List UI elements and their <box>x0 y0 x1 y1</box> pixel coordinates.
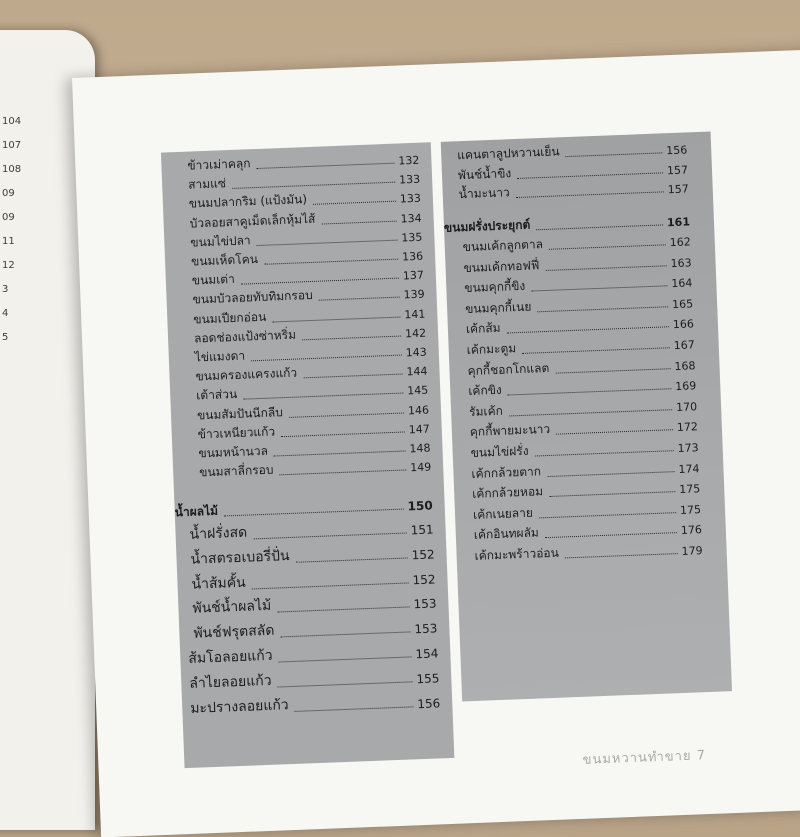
toc-entry-page-number: 153 <box>414 621 438 637</box>
toc-section-heading-page-number: 161 <box>666 215 691 230</box>
toc-entry-title: พันช์ฟรุตสลัด <box>193 622 275 642</box>
dot-leader <box>539 512 676 518</box>
dot-leader <box>280 470 407 476</box>
toc-column-left <box>161 142 454 768</box>
toc-entry-page-number: 155 <box>416 671 440 687</box>
toc-entry-title: มะปรางลอยแก้ว <box>189 696 289 717</box>
toc-column-right <box>441 132 732 702</box>
dot-leader <box>252 582 409 589</box>
toc-entry-page-number: 137 <box>402 268 425 283</box>
previous-page-number: 11 <box>2 236 15 247</box>
toc-entry-page-number: 135 <box>401 230 423 245</box>
toc-entry <box>192 591 437 620</box>
toc-entry-page-number: 146 <box>407 403 430 417</box>
toc-entry-title: ขนมคุกกี้ขิง <box>464 278 526 296</box>
toc-entry-page-number: 165 <box>671 297 694 311</box>
toc-entry-page-number: 147 <box>408 422 430 437</box>
toc-entry <box>190 690 441 720</box>
dot-leader <box>277 607 409 613</box>
toc-entry-page-number: 162 <box>669 235 691 250</box>
toc-entry-title: ขนมปลากริม (แป้งมัน) <box>188 192 308 211</box>
toc-entry-title: ส้มโอลอยแก้ว <box>188 647 273 667</box>
toc-entry-title: เค้กเนยลาย <box>472 505 534 522</box>
previous-page-number: 09 <box>2 188 15 199</box>
toc-entry-page-number: 157 <box>666 162 689 177</box>
toc-entry-title: เต้าส่วน <box>196 387 238 403</box>
toc-entry <box>189 665 440 695</box>
toc-entry-page-number: 169 <box>675 379 697 394</box>
dot-leader <box>295 706 414 712</box>
toc-entry-title: ขนมบัวลอยทับทิมกรอบ <box>192 288 313 307</box>
dot-leader <box>549 244 666 249</box>
dot-leader <box>281 632 411 638</box>
toc-entry-page-number: 172 <box>676 420 699 435</box>
toc-entry-title: ขนมเปียกอ่อน <box>193 309 267 327</box>
toc-entry-title: เค้กมะตูม <box>466 341 517 358</box>
toc-entry-title: ลำไยลอยแก้ว <box>189 672 272 692</box>
dot-leader <box>296 557 408 562</box>
toc-entry <box>191 566 436 595</box>
dot-leader <box>566 152 663 157</box>
toc-entry-title: ขนมเค้กทอฟฟี่ <box>463 257 540 275</box>
toc-entry-page-number: 156 <box>665 143 688 158</box>
dot-leader <box>565 553 678 558</box>
toc-entry-page-number: 152 <box>412 572 436 587</box>
toc-entry-page-number: 151 <box>410 522 434 538</box>
toc-entry-page-number: 175 <box>679 502 702 517</box>
dot-leader <box>278 681 413 687</box>
toc-entry-title: ไข่แมงดา <box>194 348 246 365</box>
toc-entry-page-number: 179 <box>681 544 703 558</box>
toc-entry-page-number: 152 <box>411 547 435 563</box>
toc-entry-title: ขนมเค้กลูกตาล <box>462 237 544 255</box>
toc-entry-page-number: 139 <box>403 288 425 302</box>
toc-entry-page-number: 175 <box>679 482 701 497</box>
toc-entry-title: พันช์น้ำขิง <box>457 165 512 182</box>
dot-leader <box>279 656 412 662</box>
previous-page-number: 5 <box>2 332 9 343</box>
toc-entry-title: แคนตาลูปหวานเย็น <box>456 144 560 163</box>
toc-entry-page-number: 133 <box>399 192 422 206</box>
toc-entry-title: น้ำสตรอเบอรี่ปั่น <box>190 547 290 568</box>
toc-entry-title: พันช์น้ำผลไม้ <box>192 598 272 618</box>
toc-entry-title: คุกกี้ชอกโกแลต <box>467 360 550 378</box>
toc-entry-page-number: 133 <box>398 172 421 187</box>
toc-entry-page-number: 163 <box>670 255 692 270</box>
dot-leader <box>549 491 675 497</box>
toc-entry-page-number: 167 <box>673 338 695 353</box>
dot-leader <box>224 509 404 517</box>
toc-entry-title: รัมเค้ก <box>468 403 504 419</box>
dot-leader <box>531 285 667 291</box>
dot-leader <box>313 201 396 205</box>
toc-section-heading-title: ขนมฝรั่งประยุกต์ <box>443 217 531 235</box>
toc-entry-page-number: 164 <box>671 276 693 291</box>
toc-entry-title: เค้กส้ม <box>465 321 501 337</box>
toc-entry-title: ข้าวเหนียวแก้ว <box>197 424 276 442</box>
previous-page-number: 107 <box>2 140 22 151</box>
previous-page-number: 4 <box>2 308 9 319</box>
previous-page-number: 09 <box>2 212 15 223</box>
toc-entry-page-number: 154 <box>415 646 439 662</box>
toc-entry-page-number: 142 <box>404 326 427 341</box>
dot-leader <box>538 306 669 312</box>
toc-entry-page-number: 134 <box>400 211 422 226</box>
toc-entry-page-number: 168 <box>674 358 696 373</box>
dot-leader <box>253 532 406 539</box>
toc-entry-title: ขนมไข่ปลา <box>190 233 251 250</box>
toc-entry-title: ขนมเห็ดโคน <box>190 252 259 269</box>
dot-leader <box>546 265 667 271</box>
toc-entry-page-number: 143 <box>405 345 428 360</box>
toc-entry-page-number: 174 <box>678 461 700 476</box>
dot-leader <box>556 430 673 435</box>
page-footer: ขนมหวานทำขาย 7 <box>582 748 707 768</box>
toc-entry-page-number: 132 <box>398 153 420 168</box>
toc-entry <box>190 541 435 570</box>
toc-entry-title: ลอดช่องแป้งซ่าหริ่ม <box>193 327 297 346</box>
toc-entry-title: เค้กกล้วยหอม <box>472 484 544 502</box>
toc-entry-page-number: 176 <box>680 523 703 538</box>
toc-entry-page-number: 173 <box>677 441 699 456</box>
toc-entry-title: ขนมครองแครงแก้ว <box>195 365 298 384</box>
dot-leader <box>545 533 677 539</box>
toc-entry-title: เค้กมะพร้าวอ่อน <box>474 545 560 563</box>
toc-entry <box>188 640 439 670</box>
toc-entry-title: น้ำฝรั่งสด <box>189 524 248 543</box>
toc-entry-title: เค้กขิง <box>468 382 503 399</box>
toc-entry-title: ขนมหน้านวล <box>198 443 269 461</box>
toc-entry-page-number: 170 <box>675 400 698 414</box>
toc-entry-title: เค้กอินทผลัม <box>473 525 540 543</box>
toc-entry-title: น้ำมะนาว <box>458 185 510 202</box>
toc-entry-title: ขนมสาลี่กรอบ <box>198 462 274 480</box>
toc-entry-page-number: 148 <box>409 441 431 456</box>
dot-leader <box>555 368 670 373</box>
previous-page-number: 104 <box>2 116 22 127</box>
toc-entry-title: บัวลอยสาคูเม็ดเล็กหุ้มไส้ <box>189 211 316 231</box>
dot-leader <box>516 191 664 198</box>
toc-entry-page-number: 141 <box>404 307 426 322</box>
toc-entry-title: เค้กกล้วยตาก <box>471 463 542 481</box>
dot-leader <box>319 297 400 301</box>
dot-leader <box>322 220 397 224</box>
previous-page-number: 108 <box>2 164 22 175</box>
toc-entry-page-number: 145 <box>407 383 429 398</box>
toc-entry-page-number: 153 <box>413 596 437 612</box>
toc-entry-title: ข้าวเม่าคลุก <box>187 156 251 173</box>
toc-entry-title: ขนมสัมปันนีกลีบ <box>196 404 284 423</box>
toc-entry-title: ขนมคุกกี้เนย <box>464 299 532 316</box>
toc-section-heading-page-number: 150 <box>407 498 433 514</box>
toc-entry-title: คุกกี้พายมะนาว <box>469 422 551 440</box>
toc-entry-page-number: 157 <box>667 182 689 197</box>
book-page <box>72 49 800 837</box>
toc-entry-page-number: 166 <box>672 317 695 332</box>
toc-entry-title: น้ำส้มคั้น <box>191 574 246 593</box>
toc-entry-title: ขนมไข่ฝรั่ง <box>470 443 529 460</box>
dot-leader <box>547 471 674 477</box>
toc-entry-page-number: 144 <box>406 364 428 379</box>
toc-entry-page-number: 156 <box>417 695 441 711</box>
toc-entry <box>189 516 434 545</box>
toc-entry-page-number: 136 <box>401 249 424 264</box>
toc-entry-title: สามแซ่ <box>187 176 227 192</box>
toc-entry-page-number: 149 <box>409 460 432 475</box>
previous-page-number: 12 <box>2 260 15 271</box>
toc-entry-title: ขนมเต่า <box>191 272 236 288</box>
previous-page-number: 3 <box>2 284 9 295</box>
toc-entry <box>193 616 438 645</box>
toc-section-heading-title: น้ำผลไม้ <box>174 503 219 520</box>
